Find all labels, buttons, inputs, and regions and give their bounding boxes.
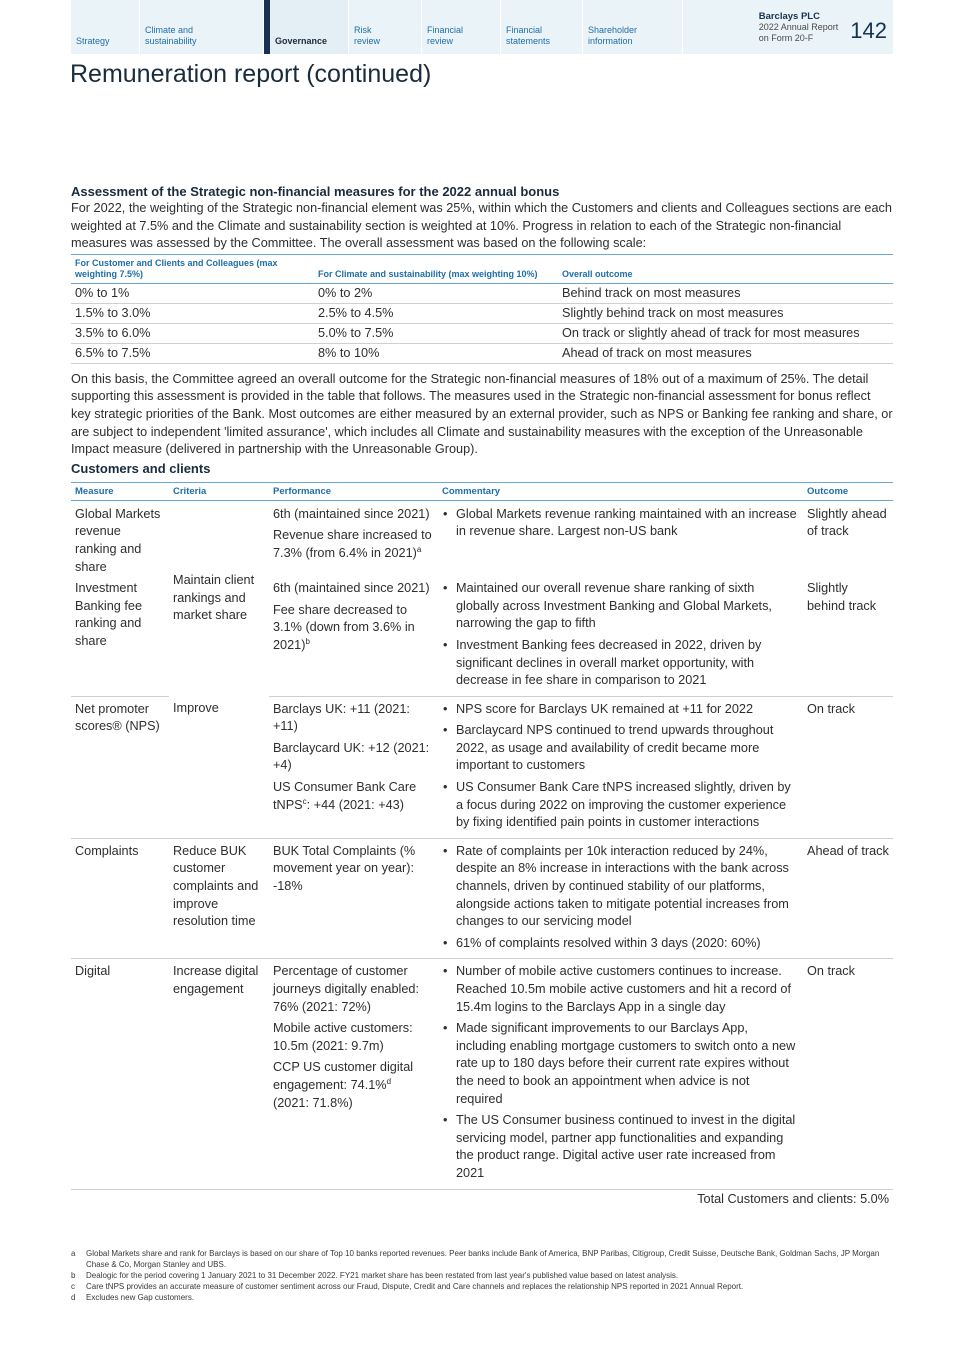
- performance-item: [273, 779, 434, 814]
- customers-table: [71, 482, 893, 1189]
- performance-item: [273, 527, 434, 562]
- footnote-text: Excludes new Gap customers.: [86, 1293, 195, 1302]
- nav-tab-strategy[interactable]: Strategy: [71, 0, 140, 54]
- report-line-2: on Form 20-F: [758, 33, 814, 43]
- commentary-cell: [438, 696, 803, 838]
- footnote-text: Care tNPS provides an accurate measure of customer sentiment across our Fraud, Dispute, Credit and Care channels and replaces the relationship NPS reported in 2021 Annual Report.: [86, 1282, 744, 1291]
- assessment-intro: For 2022, the weighting of the Strategic non-financial element was 25%, within which the Customers and clients and Colleagues sections are each weighted at 7.5% and the Climate and sustainability section is weighted at 10%. Progress in relation to each of the Strategic non-financial measures was assessed by the Committee. The overall assessment was based on the following scale:: [71, 201, 892, 251]
- scale-cell: 6.5% to 7.5%: [71, 343, 314, 363]
- commentary-cell: [438, 578, 803, 696]
- performance-item: 6th (maintained since 2021): [273, 506, 430, 521]
- footnote-ref: a: [416, 544, 422, 554]
- commentary-item: • NPS score for Barclays UK remained at +11 for 2022: [442, 701, 799, 719]
- outcome-cell: Slightly ahead of track: [807, 506, 887, 539]
- performance-text: US Consumer Bank Care tNPS: [273, 780, 417, 812]
- table-row: [71, 696, 893, 838]
- performance-text: : +44 (2021: +43): [306, 797, 404, 812]
- commentary-cell: [438, 959, 803, 1189]
- footnote-ref: b: [305, 636, 310, 646]
- nav-tab-financial-statements[interactable]: Financial statements: [501, 0, 583, 54]
- measure-cell: Investment Banking fee ranking and share: [71, 578, 169, 696]
- criteria-cell: Improve: [169, 696, 269, 838]
- scale-cell: 5.0% to 7.5%: [314, 323, 558, 343]
- col-performance: Performance: [269, 482, 438, 500]
- commentary-item: • Investment Banking fees decreased in 2022, driven by significant declines in overall market opportunity, with decrease in fee share in comparison to 2021: [442, 637, 799, 690]
- criteria-cell: Maintain client rankings and market share: [173, 573, 255, 623]
- scale-col-customer: For Customer and Clients and Colleagues (max weighting 7.5%): [71, 254, 314, 283]
- company-name: Barclays PLC: [758, 11, 820, 22]
- scale-row: [71, 283, 893, 303]
- measure-cell: Digital: [75, 964, 111, 979]
- scale-cell: Behind track on most measures: [558, 283, 893, 303]
- commentary-item: • Number of mobile active customers continues to increase. Reached 10.5m mobile active customers and hit a record of 15.4m logins to the Barclays App in a single day: [442, 963, 799, 1016]
- section-nav: [71, 0, 893, 54]
- col-criteria: Criteria: [169, 482, 269, 500]
- scale-cell: 0% to 2%: [314, 283, 558, 303]
- report-line-1: 2022 Annual Report: [758, 22, 839, 32]
- col-outcome: Outcome: [803, 482, 893, 500]
- customers-heading: Customers and clients: [71, 460, 211, 476]
- criteria-cell: Reduce BUK customer complaints and improve resolution time: [169, 838, 269, 959]
- performance-item: BUK Total Complaints (% movement year on year): -18%: [273, 843, 416, 894]
- measure-cell: Net promoter scores® (NPS): [71, 696, 169, 838]
- commentary-item: • Barclaycard NPS continued to trend upwards throughout 2022, as usage and availability of credit became more important to customers: [442, 722, 799, 775]
- performance-item: Mobile active customers: 10.5m (2021: 9.7m): [273, 1021, 413, 1053]
- scale-cell: 0% to 1%: [71, 283, 314, 303]
- footnote-ref: d: [386, 1076, 392, 1086]
- table-row: [71, 959, 893, 1189]
- nav-tab-climate[interactable]: Climate and sustainability: [140, 0, 264, 54]
- customers-header-row: [71, 482, 893, 500]
- commentary-item: • Global Markets revenue ranking maintained with an increase in revenue share. Largest non-US bank: [442, 506, 799, 541]
- scale-row: [71, 343, 893, 363]
- performance-text: Revenue share increased to 7.3% (from 6.4% in 2021): [273, 528, 432, 560]
- performance-text: CCP US customer digital engagement: 74.1%: [273, 1060, 414, 1092]
- scale-col-outcome: Overall outcome: [558, 254, 893, 283]
- footnote-text: Dealogic for the period covering 1 January 2021 to 31 December 2022. FY21 market share has been restated from last year's published value based on latest analysis.: [86, 1271, 679, 1280]
- scale-cell: 1.5% to 3.0%: [71, 303, 314, 323]
- performance-text: (2021: 71.8%): [273, 1095, 353, 1110]
- performance-cell: [269, 500, 438, 578]
- col-commentary: Commentary: [438, 482, 803, 500]
- performance-item: [273, 602, 434, 655]
- scale-cell: 8% to 10%: [314, 343, 558, 363]
- scale-cell: Ahead of track on most measures: [558, 343, 893, 363]
- commentary-item: • 61% of complaints resolved within 3 days (2020: 60%): [442, 935, 799, 953]
- footnote-ref: c: [302, 796, 307, 806]
- performance-item: 6th (maintained since 2021): [273, 581, 430, 596]
- outcome-cell: Slightly behind track: [803, 578, 893, 696]
- performance-cell: [269, 696, 438, 838]
- performance-text: Fee share decreased to 3.1% (down from 3.6% in 2021): [273, 602, 415, 652]
- footnotes: [71, 1248, 893, 1303]
- footnote: [71, 1248, 893, 1270]
- performance-cell: [269, 838, 438, 959]
- commentary-cell: [438, 838, 803, 959]
- commentary-cell: [438, 500, 803, 578]
- footnote-key: b: [71, 1271, 76, 1280]
- outcome-cell: Ahead of track: [803, 838, 893, 959]
- nav-tab-financial-review[interactable]: Financial review: [422, 0, 501, 54]
- table-row: [71, 838, 893, 959]
- commentary-item: • Made significant improvements to our Barclays App, including enabling mortgage customers to switch onto a new rate up to 180 days before their current rate expires without the need to book an appointment when advice is not required: [442, 1020, 799, 1108]
- scale-cell: On track or slightly ahead of track for most measures: [558, 323, 893, 343]
- assessment-heading: Assessment of the Strategic non-financial measures for the 2022 annual bonus: [71, 184, 560, 199]
- measure-cell: Complaints: [71, 838, 169, 959]
- nav-tab-shareholder-information[interactable]: Shareholder information: [583, 0, 683, 54]
- commentary-item: • Rate of complaints per 10k interaction reduced by 24%, despite an 8% increase in interactions with the bank across channels, driven by continued stability of our platforms, alongside actions taken to mitigate potential increases from changes to our servicing model: [442, 843, 799, 931]
- nav-tab-risk-review[interactable]: Risk review: [349, 0, 422, 54]
- nav-tab-governance[interactable]: Governance: [264, 0, 349, 54]
- assessment-scale-table: [71, 254, 893, 364]
- performance-item: Barclaycard UK: +12 (2021: +4): [273, 740, 430, 773]
- commentary-item: • The US Consumer business continued to invest in the digital servicing model, partner app functionalities and expanding the product range. Digital active user rate increased from 2021: [442, 1112, 799, 1182]
- scale-row: [71, 303, 893, 323]
- table-row: [71, 500, 893, 578]
- measure-cell: Global Markets revenue ranking and share: [75, 506, 161, 574]
- footnote: [71, 1270, 893, 1281]
- report-name: [759, 11, 839, 44]
- scale-header-row: [71, 254, 893, 283]
- footnote: [71, 1281, 893, 1292]
- performance-cell: [269, 959, 438, 1189]
- commentary-item: • Maintained our overall revenue share ranking of sixth globally across Investment Banking and Global Markets, narrowing the gap to fifth: [442, 580, 799, 633]
- footnote-key: c: [71, 1282, 75, 1291]
- page-number: 142: [850, 18, 887, 43]
- performance-item: Percentage of customer journeys digitally enabled: 76% (2021: 72%): [273, 964, 419, 1014]
- criteria-cell: Increase digital engagement: [173, 964, 259, 996]
- page-title: Remuneration report (continued): [70, 60, 432, 88]
- scale-row: [71, 323, 893, 343]
- scale-cell: 2.5% to 4.5%: [314, 303, 558, 323]
- outcome-cell: On track: [803, 696, 893, 838]
- footnote: [71, 1292, 893, 1303]
- performance-item: [273, 1059, 434, 1112]
- commentary-item: • US Consumer Bank Care tNPS increased slightly, driven by a focus during 2022 on improving the customer experience by fixing identified pain points in customer interactions: [442, 779, 799, 832]
- report-info: [683, 0, 893, 54]
- footnote-text: Global Markets share and rank for Barclays is based on our share of Top 10 banks reported revenues. Peer banks include Bank of America, BNP Paribas, Citigroup, Credit Suisse, Deutsche Bank, Goldman Sachs, JP Morgan Chase & Co, Morgan Stanley and UBS.: [86, 1249, 880, 1269]
- footnote-key: d: [71, 1293, 76, 1302]
- performance-cell: [269, 578, 438, 696]
- scale-col-climate: For Climate and sustainability (max weighting 10%): [314, 254, 558, 283]
- scale-cell: 3.5% to 6.0%: [71, 323, 314, 343]
- scale-cell: Slightly behind track on most measures: [558, 303, 893, 323]
- col-measure: Measure: [71, 482, 169, 500]
- outcome-cell: On track: [807, 964, 855, 979]
- assessment-section: [71, 183, 893, 1208]
- customers-total: Total Customers and clients: 5.0%: [71, 1189, 893, 1208]
- assessment-basis: On this basis, the Committee agreed an overall outcome for the Strategic non-financial measures of 18% out of a maximum of 25%. The detail supporting this assessment is provided in the table that follows. The measures used in the Strategic non-financial assessment for bonus reflect key strategic priorities of the Bank. Most outcomes are either measured by an external provider, such as NPS or Banking fee ranking and share, or are subject to independent 'limited assurance', which includes all Climate and sustainability measures with the exception of the Unreasonable Impact measure (delivered in partnership with the Unreasonable Group).: [71, 371, 893, 457]
- performance-item: Barclays UK: +11 (2021: +11): [273, 701, 410, 734]
- footnote-key: a: [71, 1249, 76, 1258]
